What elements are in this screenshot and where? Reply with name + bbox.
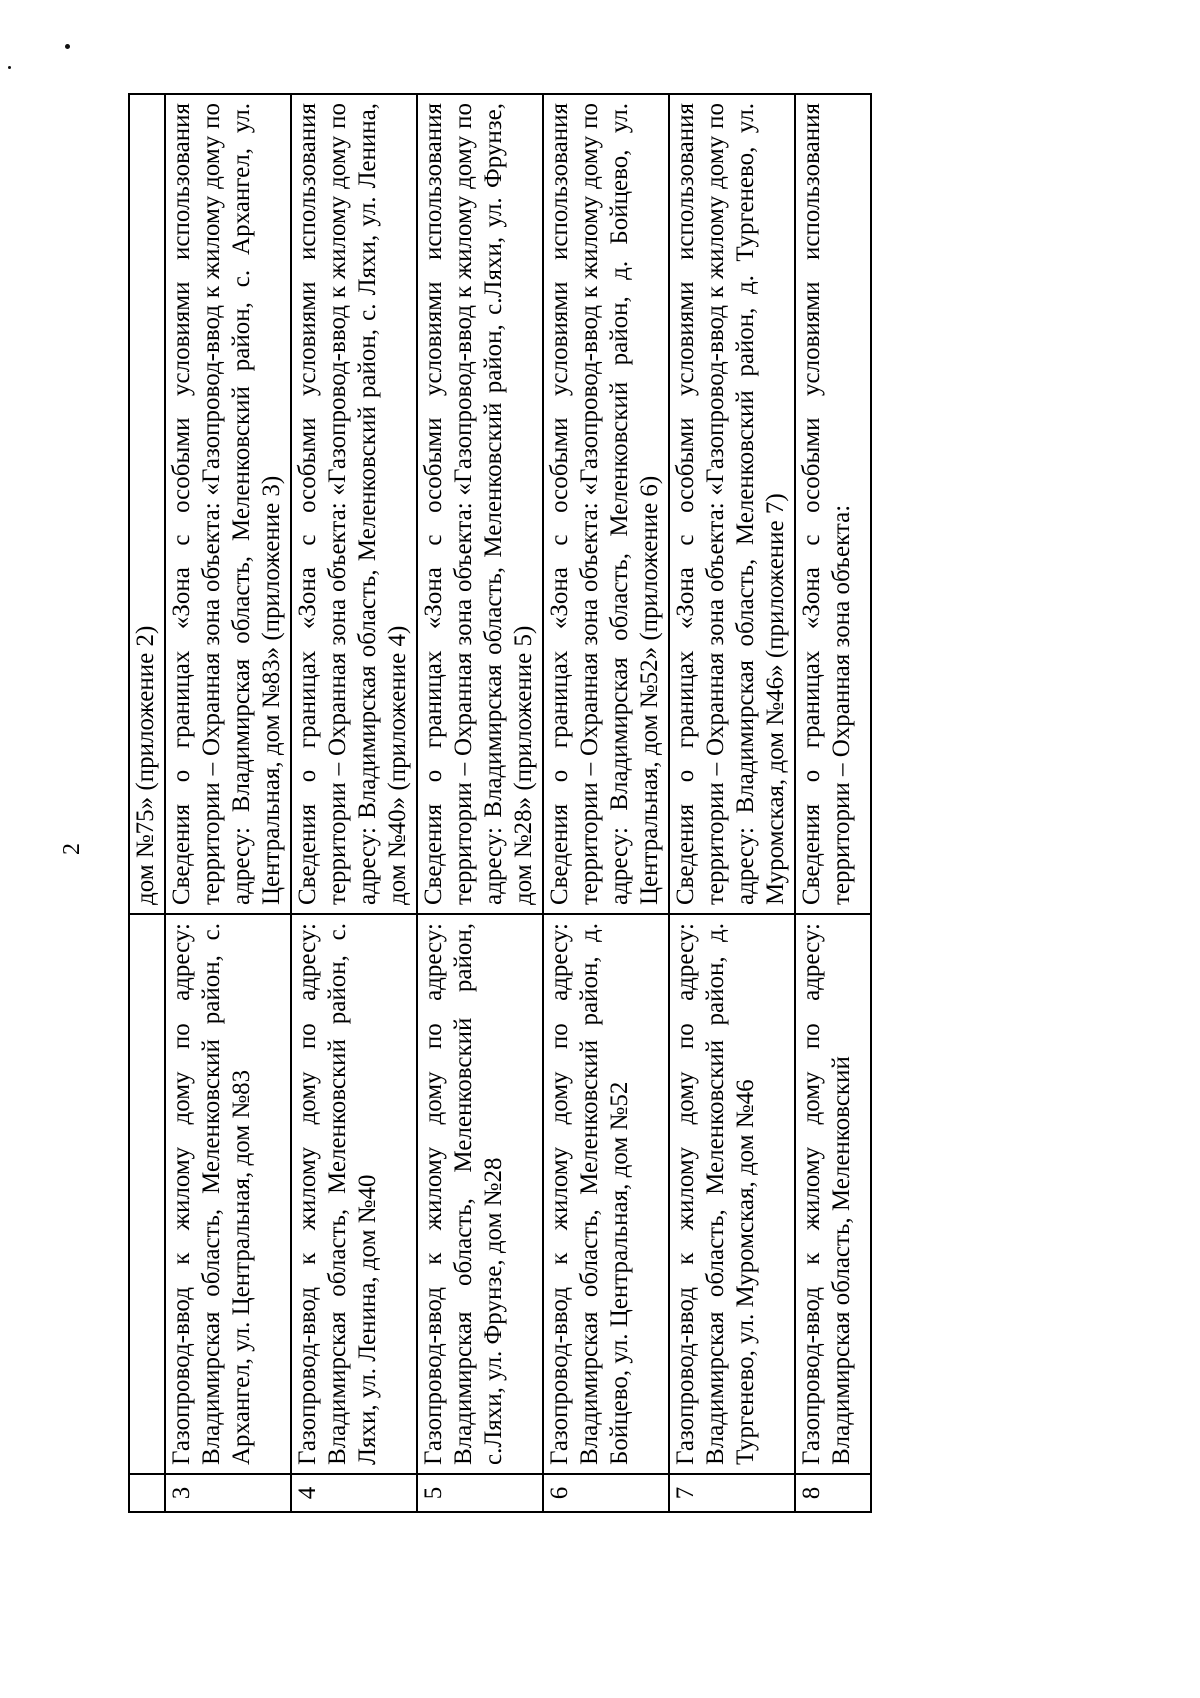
- number-cell: 6: [543, 1474, 669, 1512]
- table-row: [291, 94, 417, 1512]
- object-cell: Газопровод-ввод к жилому дому по адресу: Владимирская область, Меленковский район, д. Тургенево, ул. Муромская, дом №46: [669, 914, 795, 1474]
- number-cell: 3: [165, 1474, 291, 1512]
- table-row: [795, 94, 871, 1512]
- table-row: [165, 94, 291, 1512]
- info-cell-text: Сведения о границах «Зона с особыми условиями использования территории – Охранная зона объекта:: [798, 103, 855, 905]
- page-number: 2: [59, 843, 85, 855]
- object-cell: Газопровод-ввод к жилому дому по адресу: Владимирская область, Меленковский район, с.Ляхи, ул. Фрунзе, дом №28: [417, 914, 543, 1474]
- number-cell: 5: [417, 1474, 543, 1512]
- scan-speck: [65, 44, 70, 49]
- number-cell: [129, 1474, 165, 1512]
- object-cell: [795, 914, 871, 1474]
- number-cell: 8: [795, 1474, 871, 1512]
- info-cell: дом №75» (приложение 2): [129, 94, 165, 914]
- object-cell: Газопровод-ввод к жилому дому по адресу: Владимирская область, Меленковский район, с. Архангел, ул. Центральная, дом №83: [165, 914, 291, 1474]
- objects-table: [128, 93, 872, 1513]
- info-cell: Сведения о границах «Зона с особыми условиями использования территории – Охранная зона объекта: «Газопровод-ввод к жилому дому по адресу: Владимирская область, Меленковский район, с. Ляхи, ул. Ленина, дом №40» (приложение 4): [291, 94, 417, 914]
- info-cell: Сведения о границах «Зона с особыми условиями использования территории – Охранная зона объекта: «Газопровод-ввод к жилому дому по адресу: Владимирская область, Меленковский район, с.Ляхи, ул. Фрунзе, дом №28» (приложение 5): [417, 94, 543, 914]
- object-cell-text: Газопровод-ввод к жилому дому по адресу: Владимирская область, Меленковский: [798, 923, 855, 1465]
- info-cell: Сведения о границах «Зона с особыми условиями использования территории – Охранная зона объекта: «Газопровод-ввод к жилому дому по адресу: Владимирская область, Меленковский район, с. Архангел, ул. Центральная, дом №83» (приложение 3): [165, 94, 291, 914]
- number-cell: 7: [669, 1474, 795, 1512]
- object-cell: Газопровод-ввод к жилому дому по адресу: Владимирская область, Меленковский район, с. Ляхи, ул. Ленина, дом №40: [291, 914, 417, 1474]
- table-row: [669, 94, 795, 1512]
- table-row: [129, 94, 165, 1512]
- object-cell: Газопровод-ввод к жилому дому по адресу: Владимирская область, Меленковский район, д. Бойцево, ул. Центральная, дом №52: [543, 914, 669, 1474]
- info-cell: [795, 94, 871, 914]
- info-cell: Сведения о границах «Зона с особыми условиями использования территории – Охранная зона объекта: «Газопровод-ввод к жилому дому по адресу: Владимирская область, Меленковский район, д. Тургенево, ул. Муромская, дом №46» (приложение 7): [669, 94, 795, 914]
- rotated-table-area: [128, 95, 1200, 1513]
- info-cell: Сведения о границах «Зона с особыми условиями использования территории – Охранная зона объекта: «Газопровод-ввод к жилому дому по адресу: Владимирская область, Меленковский район, д. Бойцево, ул. Центральная, дом №52» (приложение 6): [543, 94, 669, 914]
- table-row: [543, 94, 669, 1512]
- scan-speck: [8, 66, 11, 69]
- number-cell: 4: [291, 1474, 417, 1512]
- object-cell: [129, 914, 165, 1474]
- table-row: [417, 94, 543, 1512]
